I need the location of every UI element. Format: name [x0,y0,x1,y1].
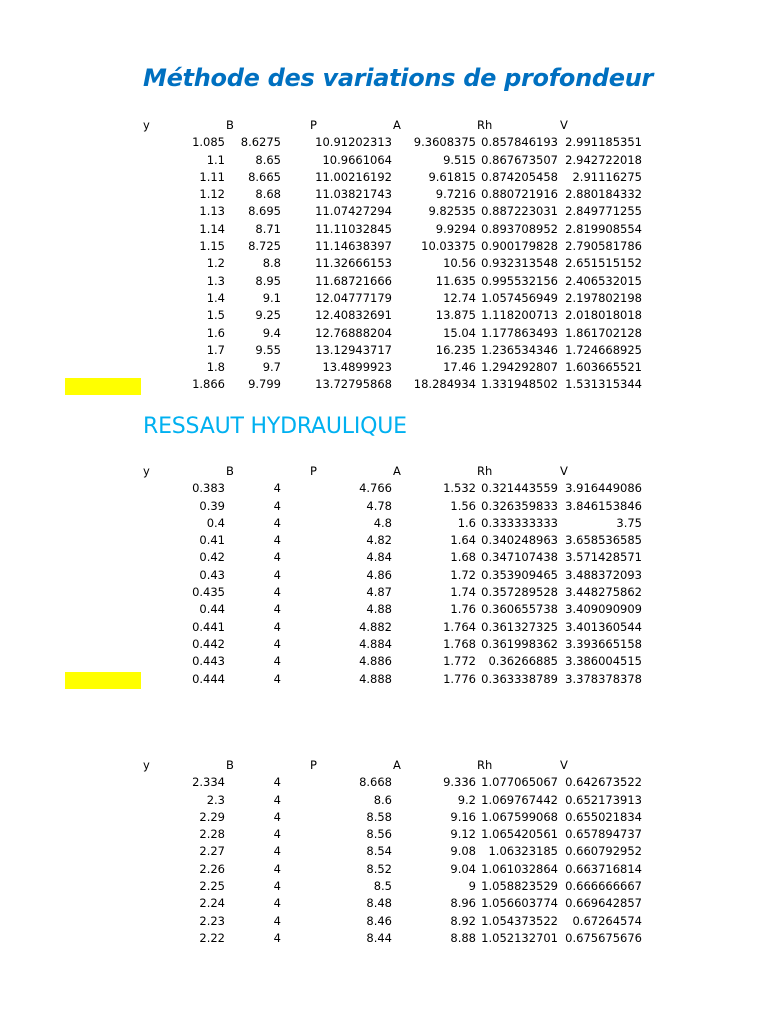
cell-b: 4 [273,619,281,634]
cell-a: 1.772 [443,654,476,669]
cell-a: 9.3608375 [413,135,476,150]
cell-a: 1.68 [450,550,476,565]
cell-p: 4.766 [359,481,392,496]
cell-p: 8.46 [366,913,392,928]
cell-b: 4 [273,913,281,928]
cell-v: 0.675675676 [565,930,642,945]
cell-y: 0.442 [192,636,225,651]
cell-rh: 1.331948502 [481,377,558,392]
cell-b: 9.25 [255,308,281,323]
cell-rh: 1.056603774 [481,896,558,911]
cell-b: 9.4 [262,325,281,340]
table-row [143,376,643,393]
highlight-cell-table1 [65,378,141,395]
cell-y: 0.42 [199,550,225,565]
cell-y: 0.44 [199,602,225,617]
cell-y: 0.43 [199,567,225,582]
cell-b: 9.7 [262,360,281,375]
cell-v: 0.642673522 [565,775,642,790]
cell-v: 0.655021834 [565,809,642,824]
table-row [143,342,643,359]
cell-a: 13.875 [435,308,476,323]
cell-v: 2.406532015 [565,273,642,288]
table-row [143,826,643,843]
table-row [143,843,643,860]
cell-v: 2.651515152 [565,256,642,271]
cell-y: 0.41 [199,533,225,548]
cell-y: 1.085 [192,135,225,150]
cell-p: 11.07427294 [315,204,392,219]
cell-rh: 1.065420561 [481,827,558,842]
cell-p: 8.56 [366,827,392,842]
cell-a: 1.776 [443,671,476,686]
cell-p: 8.54 [366,844,392,859]
cell-rh: 1.069767442 [481,792,558,807]
cell-a: 9.2 [457,792,476,807]
table-row [143,861,643,878]
cell-v: 2.942722018 [565,152,642,167]
cell-a: 9.7216 [435,187,476,202]
cell-b: 8.71 [255,221,281,236]
cell-a: 1.64 [450,533,476,548]
cell-p: 11.03821743 [315,187,392,202]
table-row [143,152,643,169]
cell-rh: 0.893708952 [481,221,558,236]
header-v: V [560,758,568,772]
cell-v: 3.846153846 [565,498,642,513]
cell-v: 3.393665158 [565,636,642,651]
table-row [143,532,643,549]
table-row [143,238,643,255]
cell-v: 0.652173913 [565,792,642,807]
header-y: y [143,758,150,772]
header-rh: Rh [477,118,493,132]
cell-y: 0.4 [206,515,225,530]
cell-p: 8.5 [373,879,392,894]
cell-a: 9.82535 [428,204,476,219]
cell-p: 4.88 [366,602,392,617]
table-header-row [143,463,643,480]
cell-rh: 0.360655738 [481,602,558,617]
cell-rh: 1.294292807 [481,360,558,375]
cell-p: 4.84 [366,550,392,565]
cell-y: 1.2 [206,256,225,271]
header-b: B [226,464,234,478]
cell-v: 0.663716814 [565,861,642,876]
cell-rh: 0.932313548 [481,256,558,271]
table-ressaut [143,463,643,688]
cell-v: 3.488372093 [565,567,642,582]
cell-v: 3.916449086 [565,481,642,496]
cell-b: 8.68 [255,187,281,202]
cell-p: 4.8 [373,515,392,530]
cell-b: 4 [273,498,281,513]
cell-rh: 0.995532156 [481,273,558,288]
cell-b: 9.55 [255,342,281,357]
cell-a: 10.56 [443,256,476,271]
cell-a: 8.96 [450,896,476,911]
cell-v: 3.409090909 [565,602,642,617]
table-row [143,601,643,618]
cell-p: 8.44 [366,930,392,945]
table-row [143,636,643,653]
table-row [143,515,643,532]
table-row [143,584,643,601]
cell-b: 4 [273,809,281,824]
cell-y: 0.444 [192,671,225,686]
cell-rh: 1.06323185 [488,844,558,859]
table-row [143,498,643,515]
cell-rh: 0.857846193 [481,135,558,150]
cell-b: 4 [273,550,281,565]
cell-b: 4 [273,515,281,530]
cell-v: 3.658536585 [565,533,642,548]
cell-p: 13.12943717 [315,342,392,357]
cell-p: 4.86 [366,567,392,582]
cell-p: 13.4899923 [322,360,392,375]
cell-a: 1.72 [450,567,476,582]
cell-v: 3.75 [616,515,642,530]
table-profondeur [143,117,643,394]
cell-y: 1.1 [206,152,225,167]
cell-p: 12.04777179 [315,290,392,305]
cell-p: 10.91202313 [315,135,392,150]
table-row [143,653,643,670]
table-row [143,792,643,809]
table-row [143,186,643,203]
cell-a: 9.04 [450,861,476,876]
table-row [143,325,643,342]
cell-a: 9.9294 [435,221,476,236]
table-row [143,809,643,826]
cell-a: 1.6 [457,515,476,530]
cell-p: 11.32666153 [315,256,392,271]
cell-y: 1.4 [206,290,225,305]
cell-rh: 1.077065067 [481,775,558,790]
table-row [143,221,643,238]
cell-y: 1.5 [206,308,225,323]
cell-b: 4 [273,671,281,686]
cell-rh: 1.236534346 [481,342,558,357]
cell-y: 1.8 [206,360,225,375]
table-row [143,895,643,912]
table-row [143,549,643,566]
cell-y: 2.28 [199,827,225,842]
cell-y: 1.7 [206,342,225,357]
header-p: P [310,464,317,478]
cell-a: 9.515 [443,152,476,167]
cell-v: 2.018018018 [565,308,642,323]
cell-rh: 0.361998362 [481,636,558,651]
cell-p: 4.886 [359,654,392,669]
cell-b: 4 [273,896,281,911]
cell-b: 4 [273,567,281,582]
header-p: P [310,118,317,132]
cell-p: 11.68721666 [315,273,392,288]
cell-a: 18.284934 [413,377,476,392]
cell-a: 1.76 [450,602,476,617]
cell-y: 2.25 [199,879,225,894]
table-row [143,671,643,688]
cell-y: 1.13 [199,204,225,219]
cell-rh: 0.887223031 [481,204,558,219]
cell-v: 1.603665521 [565,360,642,375]
table-row [143,255,643,272]
cell-p: 8.668 [359,775,392,790]
cell-rh: 0.874205458 [481,169,558,184]
cell-p: 11.00216192 [315,169,392,184]
cell-b: 4 [273,792,281,807]
cell-rh: 0.326359833 [481,498,558,513]
header-b: B [226,118,234,132]
cell-a: 12.74 [443,290,476,305]
header-p: P [310,758,317,772]
cell-v: 3.386004515 [565,654,642,669]
cell-y: 0.435 [192,585,225,600]
header-a: A [393,118,401,132]
cell-rh: 1.177863493 [481,325,558,340]
cell-y: 2.27 [199,844,225,859]
cell-rh: 1.054373522 [481,913,558,928]
cell-v: 2.819908554 [565,221,642,236]
cell-v: 0.657894737 [565,827,642,842]
cell-y: 1.12 [199,187,225,202]
cell-y: 2.29 [199,809,225,824]
section-title-ressaut: RESSAUT HYDRAULIQUE [143,414,407,439]
cell-a: 9 [468,879,476,894]
table-row [143,134,643,151]
table-row [143,203,643,220]
highlight-cell-table2 [65,672,141,689]
cell-b: 8.95 [255,273,281,288]
cell-v: 0.67264574 [572,913,642,928]
table-row [143,878,643,895]
cell-b: 4 [273,930,281,945]
cell-b: 8.725 [248,239,281,254]
cell-a: 8.88 [450,930,476,945]
header-a: A [393,758,401,772]
table-row [143,273,643,290]
cell-a: 1.74 [450,585,476,600]
header-b: B [226,758,234,772]
cell-p: 12.76888204 [315,325,392,340]
cell-b: 4 [273,602,281,617]
cell-a: 1.532 [443,481,476,496]
cell-v: 0.666666667 [565,879,642,894]
cell-b: 4 [273,585,281,600]
cell-v: 1.861702128 [565,325,642,340]
table-row [143,359,643,376]
cell-y: 2.23 [199,913,225,928]
cell-a: 11.635 [435,273,476,288]
cell-v: 1.531315344 [565,377,642,392]
cell-v: 2.91116275 [572,169,642,184]
cell-b: 4 [273,827,281,842]
header-rh: Rh [477,464,493,478]
cell-y: 1.6 [206,325,225,340]
cell-b: 8.665 [248,169,281,184]
cell-b: 4 [273,775,281,790]
cell-a: 17.46 [443,360,476,375]
table-row [143,307,643,324]
header-rh: Rh [477,758,493,772]
cell-p: 4.78 [366,498,392,513]
cell-y: 1.866 [192,377,225,392]
cell-y: 2.3 [206,792,225,807]
cell-a: 1.768 [443,636,476,651]
cell-a: 9.12 [450,827,476,842]
table-row [143,290,643,307]
header-y: y [143,118,150,132]
cell-rh: 0.353909465 [481,567,558,582]
cell-rh: 0.900179828 [481,239,558,254]
cell-rh: 1.058823529 [481,879,558,894]
cell-a: 1.56 [450,498,476,513]
cell-p: 8.48 [366,896,392,911]
cell-p: 4.888 [359,671,392,686]
cell-b: 4 [273,481,281,496]
cell-p: 8.58 [366,809,392,824]
cell-p: 12.40832691 [315,308,392,323]
cell-p: 4.882 [359,619,392,634]
cell-a: 9.16 [450,809,476,824]
cell-rh: 1.067599068 [481,809,558,824]
cell-p: 11.11032845 [315,221,392,236]
cell-v: 3.401360544 [565,619,642,634]
cell-y: 1.15 [199,239,225,254]
cell-b: 8.695 [248,204,281,219]
cell-v: 3.448275862 [565,585,642,600]
cell-rh: 0.333333333 [481,515,558,530]
cell-rh: 1.061032864 [481,861,558,876]
cell-y: 0.39 [199,498,225,513]
cell-y: 2.22 [199,930,225,945]
cell-v: 2.849771255 [565,204,642,219]
header-a: A [393,464,401,478]
table-row [143,774,643,791]
cell-a: 15.04 [443,325,476,340]
page-title: Méthode des variations de profondeur [143,64,654,92]
table-header-row [143,757,643,774]
cell-a: 10.03375 [421,239,476,254]
cell-rh: 0.36266885 [488,654,558,669]
cell-b: 4 [273,879,281,894]
cell-y: 0.441 [192,619,225,634]
cell-rh: 1.057456949 [481,290,558,305]
cell-p: 4.82 [366,533,392,548]
cell-b: 8.8 [262,256,281,271]
table-row [143,930,643,947]
table-row [143,913,643,930]
cell-y: 2.26 [199,861,225,876]
cell-rh: 0.357289528 [481,585,558,600]
table-header-row [143,117,643,134]
cell-a: 9.08 [450,844,476,859]
cell-v: 2.790581786 [565,239,642,254]
cell-b: 4 [273,636,281,651]
cell-p: 4.884 [359,636,392,651]
cell-p: 11.14638397 [315,239,392,254]
cell-a: 8.92 [450,913,476,928]
cell-y: 0.383 [192,481,225,496]
cell-rh: 0.347107438 [481,550,558,565]
cell-rh: 1.052132701 [481,930,558,945]
cell-a: 1.764 [443,619,476,634]
header-y: y [143,464,150,478]
cell-b: 4 [273,844,281,859]
cell-v: 3.378378378 [565,671,642,686]
cell-b: 9.1 [262,290,281,305]
cell-v: 2.197802198 [565,290,642,305]
cell-y: 1.14 [199,221,225,236]
cell-v: 2.991185351 [565,135,642,150]
table-row [143,169,643,186]
header-v: V [560,464,568,478]
cell-rh: 1.118200713 [481,308,558,323]
cell-b: 4 [273,654,281,669]
cell-v: 0.669642857 [565,896,642,911]
table-row [143,480,643,497]
cell-y: 2.334 [192,775,225,790]
cell-y: 2.24 [199,896,225,911]
cell-a: 9.61815 [428,169,476,184]
cell-a: 9.336 [443,775,476,790]
cell-b: 8.65 [255,152,281,167]
cell-rh: 0.321443559 [481,481,558,496]
cell-rh: 0.867673507 [481,152,558,167]
cell-v: 2.880184332 [565,187,642,202]
cell-b: 8.6275 [240,135,281,150]
cell-y: 1.11 [199,169,225,184]
cell-rh: 0.880721916 [481,187,558,202]
cell-y: 0.443 [192,654,225,669]
cell-b: 9.799 [248,377,281,392]
cell-p: 4.87 [366,585,392,600]
cell-b: 4 [273,533,281,548]
cell-y: 1.3 [206,273,225,288]
table-row [143,567,643,584]
cell-p: 8.52 [366,861,392,876]
cell-rh: 0.363338789 [481,671,558,686]
cell-a: 16.235 [435,342,476,357]
table-ressaut-2 [143,757,643,947]
cell-v: 3.571428571 [565,550,642,565]
cell-v: 1.724668925 [565,342,642,357]
cell-p: 10.9661064 [322,152,392,167]
header-v: V [560,118,568,132]
table-row [143,619,643,636]
cell-v: 0.660792952 [565,844,642,859]
cell-p: 8.6 [373,792,392,807]
cell-b: 4 [273,861,281,876]
cell-rh: 0.340248963 [481,533,558,548]
cell-rh: 0.361327325 [481,619,558,634]
cell-p: 13.72795868 [315,377,392,392]
